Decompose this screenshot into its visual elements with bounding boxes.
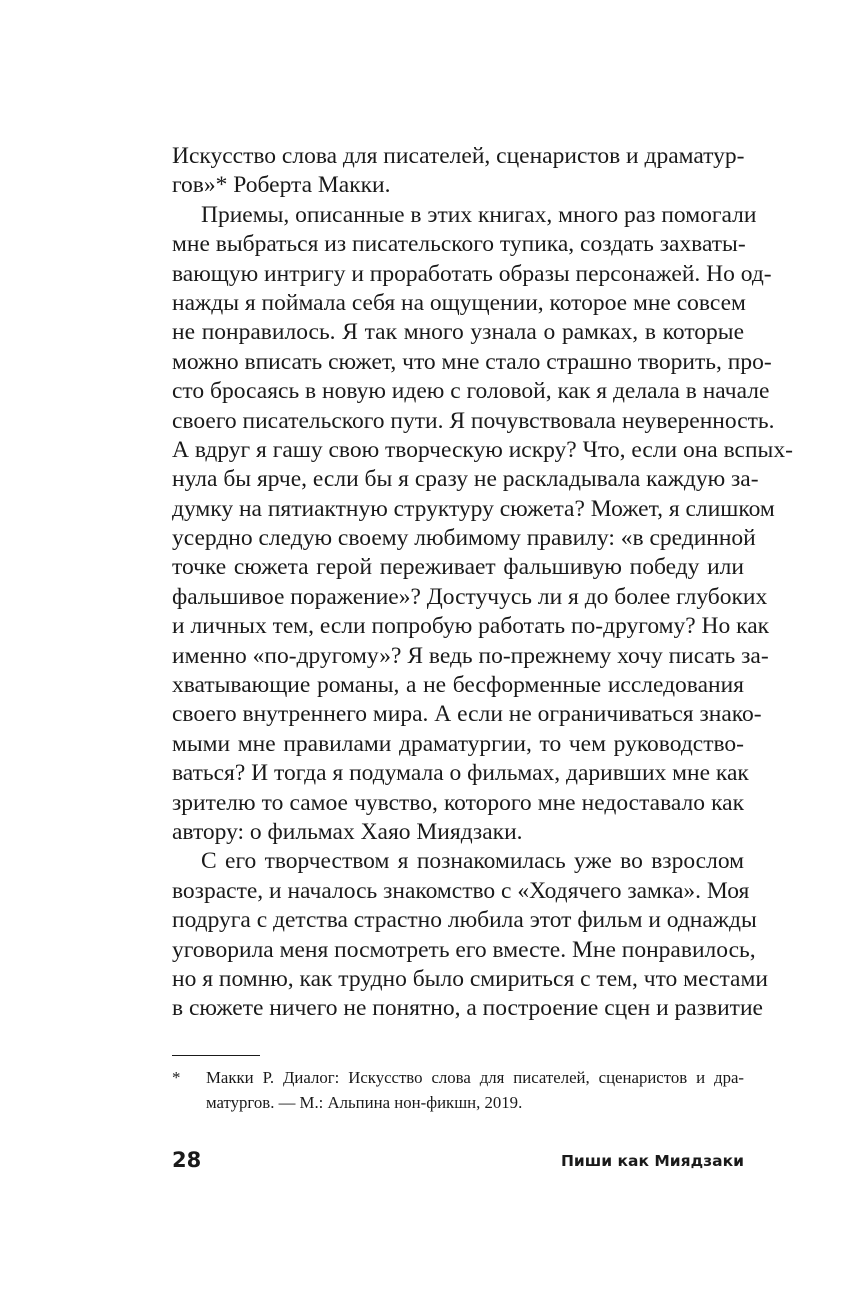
text-line: возрасте, и началось знакомство с «Ходячего замка». Моя [172,877,750,904]
text-line: вающую интригу и проработать образы персонажей. Но од- [172,260,772,287]
text-line: Искусство слова для писателей, сценаристов и драматур- [172,143,745,169]
text-line: и личных тем, если попробую работать по-другому? Но как [172,613,770,640]
footnote-line: матургов. — М.: Альпина нон-фикшн, 2019. [206,1092,523,1112]
text-line: нула бы ярче, если бы я сразу не раскладывала каждую за- [172,466,759,493]
text-line: мыми мне правилами драматургии, то чем руководство- [172,730,744,757]
text-line: Приемы, описанные в этих книгах, много раз помогали [201,201,757,228]
footnote-divider [172,1055,260,1056]
text-line: думку на пятиактную структуру сюжета? Может, я слишком [172,495,775,522]
text-line: фальшивое поражение»? Достучусь ли я до более глубоких [172,583,768,610]
text-line: в сюжете ничего не понятно, а построение сцен и развитие [172,995,763,1022]
text-line: своего внутреннего мира. А если не ограничиваться знако- [172,701,762,728]
text-line: хватывающие романы, а не бесформенные исследования [172,672,744,699]
text-line: нажды я поймала себя на ощущении, которое мне совсем [172,289,746,316]
text-line: подруга с детства страстно любила этот фильм и однажды [172,907,757,934]
text-line: не понравилось. Я так много узнала о рамках, в которые [172,319,744,346]
text-line: своего писательского пути. Я почувствовала неуверенность. [172,407,775,434]
text-line: С его творчеством я познакомилась уже во взрослом [201,848,744,875]
footnote [172,1066,744,1115]
footnote-mark: * [172,1068,181,1087]
text-line: ваться? И тогда я подумала о фильмах, даривших мне как [172,760,749,787]
text-line: но я помню, как трудно было смириться с тем, что местами [172,965,768,992]
footnote-text [206,1066,744,1115]
footnote-line: Макки Р. Диалог: Искусство слова для писателей, сценаристов и дра- [206,1068,744,1087]
text-line: точке сюжета герой переживает фальшивую победу или [172,554,744,581]
text-line: можно вписать сюжет, что мне стало страшно творить, про- [172,348,772,375]
text-line: именно «по-другому»? Я ведь по-прежнему хочу писать за- [172,642,769,669]
page-number: 28 [172,1148,202,1172]
text-line: уговорила меня посмотреть его вместе. Мне понравилось, [172,936,756,963]
text-line: гов»* Роберта Макки. [172,172,391,199]
text-line: А вдруг я гашу свою творческую искру? Что, если она вспых- [172,436,793,463]
text-line: сто бросаясь в новую идею с головой, как я делала в начале [172,378,770,405]
text-line: автору: о фильмах Хаяо Миядзаки. [172,818,523,845]
body-text [172,142,793,1024]
text-line: усердно следую своему любимому правилу: «в срединной [172,525,756,552]
text-line: мне выбраться из писательского тупика, создать захваты- [172,231,746,258]
text-line: зрителю то самое чувство, которого мне недоставало как [172,789,744,816]
running-title: Пиши как Миядзаки [560,1152,744,1170]
